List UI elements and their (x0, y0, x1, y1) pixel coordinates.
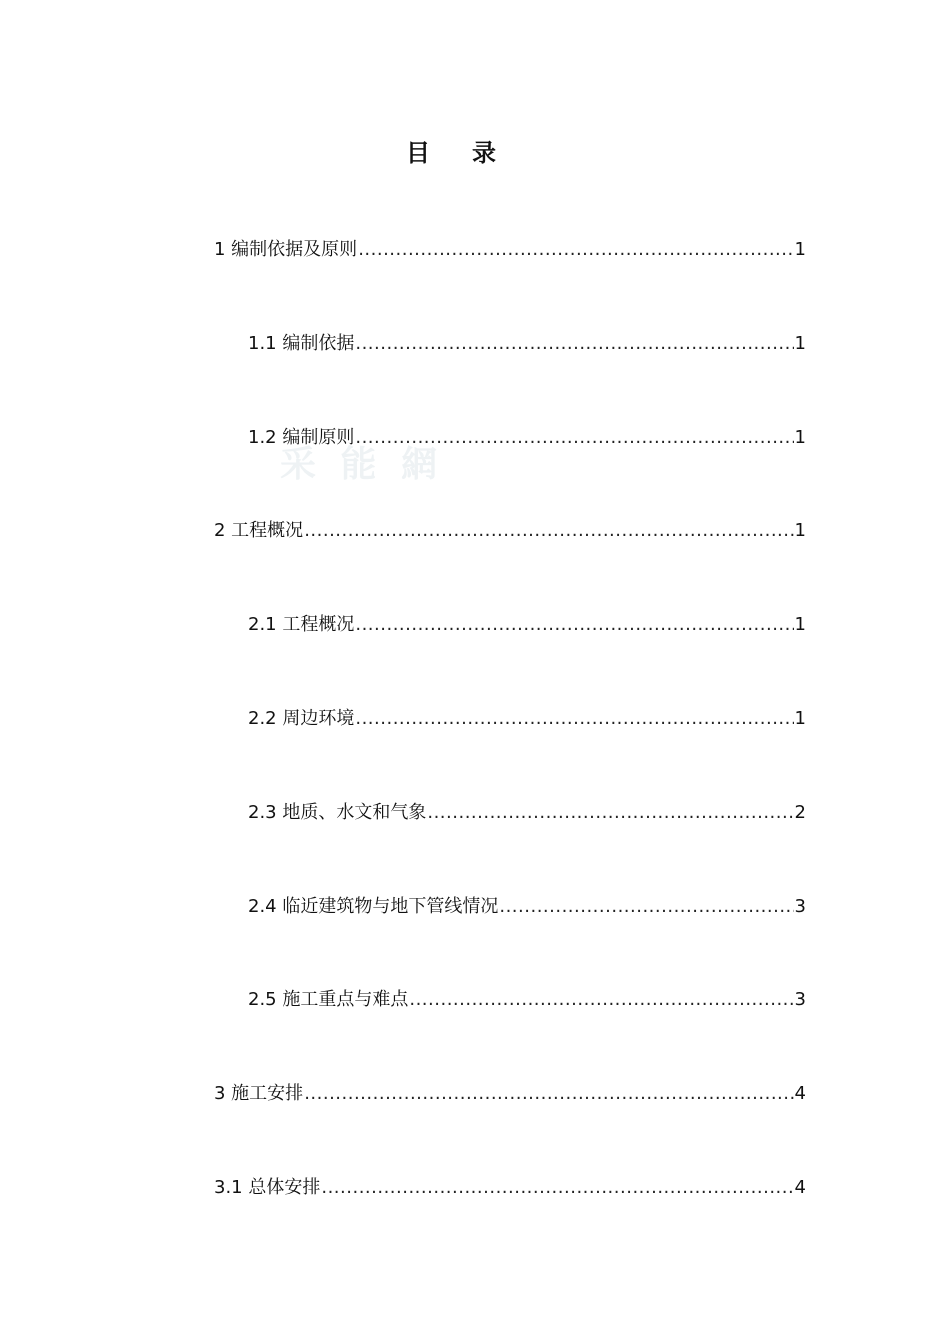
toc-entry[interactable] (214, 513, 806, 607)
toc-entry-label: 2.4 临近建筑物与地下管线情况 (248, 895, 499, 917)
toc-entry-label: 2 工程概况 (214, 520, 304, 542)
toc-list (214, 232, 806, 1264)
toc-entry[interactable] (214, 795, 806, 889)
toc-entry[interactable] (214, 607, 806, 701)
toc-entry-page: 3 (794, 895, 806, 917)
toc-dot-leader (499, 889, 793, 925)
toc-dot-leader (355, 607, 793, 643)
toc-entry-label: 2.5 施工重点与难点 (248, 989, 409, 1011)
toc-entry[interactable] (214, 326, 806, 420)
toc-entry-label: 3.1 总体安排 (214, 1176, 321, 1198)
toc-entry-page: 1 (794, 614, 806, 636)
toc-entry-label: 1.1 编制依据 (248, 332, 355, 354)
toc-entry[interactable] (214, 1170, 806, 1264)
toc-entry-page: 1 (794, 332, 806, 354)
toc-entry-label: 1.2 编制原则 (248, 426, 355, 448)
toc-dot-leader (321, 1170, 793, 1206)
toc-entry[interactable] (214, 232, 806, 326)
toc-dot-leader (355, 701, 793, 737)
toc-entry-page: 1 (794, 426, 806, 448)
toc-dot-leader (409, 982, 793, 1018)
toc-dot-leader (355, 420, 793, 456)
toc-entry-page: 1 (794, 520, 806, 542)
toc-entry-page: 2 (794, 801, 806, 823)
toc-entry[interactable] (214, 701, 806, 795)
toc-entry-page: 1 (794, 707, 806, 729)
toc-title (0, 133, 904, 168)
toc-title-char-1: 目 (406, 139, 432, 167)
toc-entry-label: 1 编制依据及原则 (214, 239, 358, 260)
toc-entry-page: 4 (794, 1083, 806, 1105)
toc-title-char-2: 录 (472, 139, 498, 167)
toc-entry[interactable] (214, 889, 806, 983)
toc-entry-page: 4 (794, 1176, 806, 1198)
toc-entry-label: 2.1 工程概况 (248, 614, 355, 636)
toc-entry[interactable] (214, 1076, 806, 1170)
toc-entry[interactable] (214, 420, 806, 514)
watermark-logo: 采 能 網 (280, 443, 444, 485)
toc-dot-leader (304, 513, 793, 549)
toc-dot-leader (427, 795, 793, 831)
toc-entry-page: 3 (794, 989, 806, 1011)
toc-entry-label: 2.3 地质、水文和气象 (248, 801, 427, 823)
toc-dot-leader (358, 232, 793, 268)
toc-entry-page: 1 (794, 239, 806, 260)
toc-dot-leader (355, 326, 793, 362)
toc-entry-label: 2.2 周边环境 (248, 707, 355, 729)
toc-dot-leader (304, 1076, 793, 1112)
toc-entry-label: 3 施工安排 (214, 1083, 304, 1105)
toc-entry[interactable] (214, 982, 806, 1076)
